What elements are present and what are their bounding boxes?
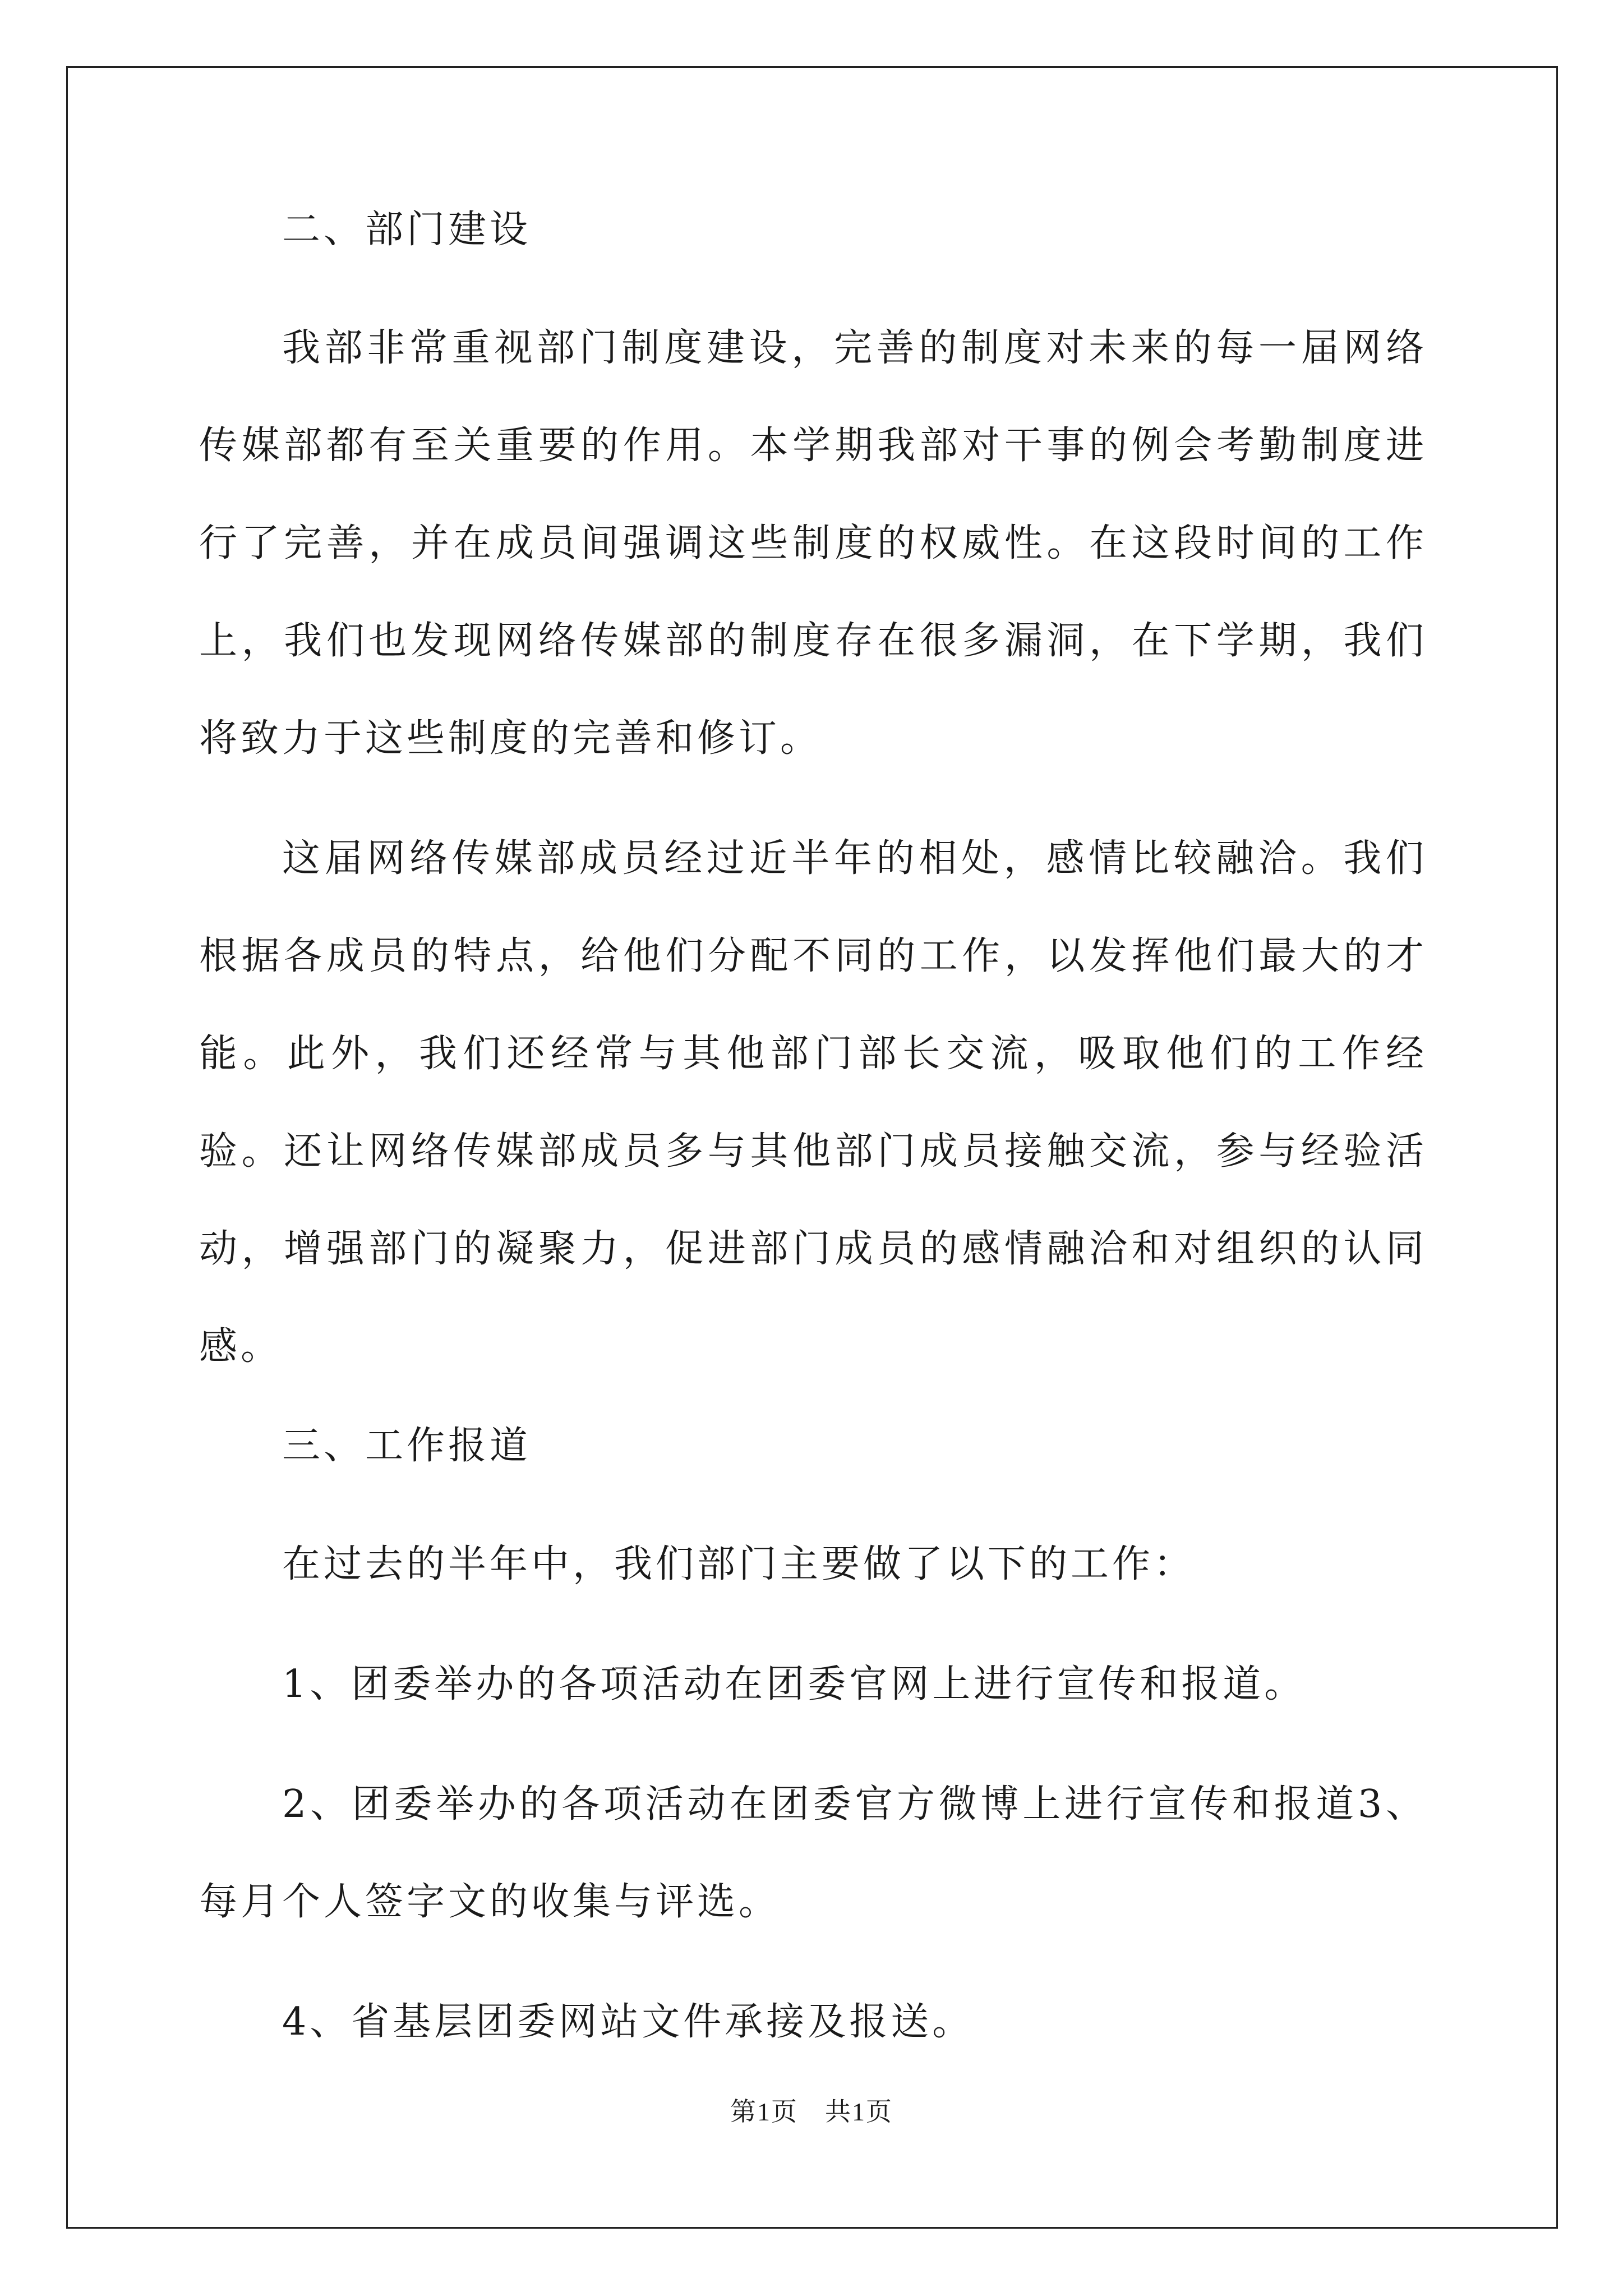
section-heading: 二、部门建设 (282, 208, 532, 252)
list-item: 2、团委举办的各项活动在团委官方微博上进行宣传和报道3、每月个人签字文的收集与评选。 (199, 1782, 1427, 1924)
document-body (199, 202, 1427, 2071)
section-heading: 三、工作报道 (282, 1424, 532, 1468)
paragraph: 在过去的半年中，我们部门主要做了以下的工作： (282, 1542, 1196, 1586)
list-item: 4、省基层团委网站文件承接及报送。 (282, 2000, 974, 2044)
paragraph: 我部非常重视部门制度建设，完善的制度对未来的每一届网络传媒部都有至关重要的作用。本学期我部对干事的例会考勤制度进行了完善，并在成员间强调这些制度的权威性。在这段时间的工作上，我们也发现网络传媒部的制度存在很多漏洞，在下学期，我们将致力于这些制度的完善和修订。 (199, 326, 1427, 761)
page-footer: 第1页 共1页 (730, 2097, 893, 2126)
list-item: 1、团委举办的各项活动在团委官网上进行宣传和报道。 (282, 1662, 1306, 1706)
paragraph: 这届网络传媒部成员经过近半年的相处，感情比较融洽。我们根据各成员的特点，给他们分配不同的工作，以发挥他们最大的才能。此外，我们还经常与其他部门部长交流，吸取他们的工作经验。还让网络传媒部成员多与其他部门成员接触交流，参与经验活动，增强部门的凝聚力，促进部门成员的感情融洽和对组织的认同感。 (199, 836, 1427, 1369)
